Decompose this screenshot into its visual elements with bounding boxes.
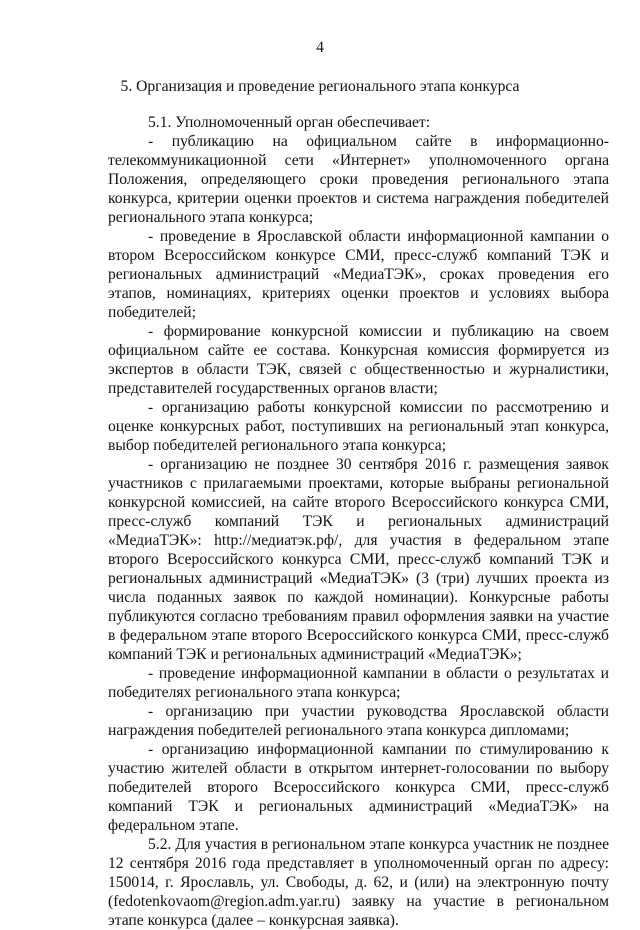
paragraph-5-2: 5.2. Для участия в региональном этапе конкурса участник не позднее 12 сентября 2016 года представляет в уполномоченный орган по адресу: 150014, г. Ярославль, ул. Свободы, д. 62, и (или) на электронную почту (fedotenkovaom@region.adm.yar.ru) заявку на участие в региональном этапе конкурса (далее – конкурсная заявка). xyxy=(108,836,609,929)
list-item-awarding: - организацию при участии руководства Ярославской области награждения победителей регионального этапа конкурса дипломами; xyxy=(108,703,609,739)
page-number: 4 xyxy=(316,39,324,56)
list-item-publication: - публикацию на официальном сайте в информационно-телекоммуникационной сети «Интернет» уполномоченного органа Положения, определяющего сроки проведения регионального этапа конкурса, критерии оценки проектов и система награждения победителей регионального этапа конкурса; xyxy=(108,133,609,226)
section-body xyxy=(108,113,609,930)
paragraph-5-1-intro: 5.1. Уполномоченный орган обеспечивает: xyxy=(148,114,431,131)
section-title: 5. Организация и проведение регионального этапа конкурса xyxy=(120,78,520,95)
list-item-results-campaign: - проведение информационной кампании в области о результатах и победителях регионального этапа конкурса; xyxy=(108,665,609,701)
list-item-info-campaign: - проведение в Ярославской области информационной кампании о втором Всероссийском конкурсе СМИ, пресс-служб компаний ТЭК и региональных администраций «МедиаТЭК», сроках проведения его этапов, номинациях, критериях оценки проектов и условиях выбора победителей; xyxy=(108,228,609,321)
list-item-voting-campaign: - организацию информационной кампании по стимулированию к участию жителей области в открытом интернет-голосовании по выбору победителей второго Всероссийского конкурса СМИ, пресс-служб компаний ТЭК и региональных администраций «МедиаТЭК» на федеральном этапе. xyxy=(108,741,609,834)
list-item-commission-formation: - формирование конкурсной комиссии и публикацию на своем официальном сайте ее состава. Конкурсная комиссия формируется из экспертов в области ТЭК, связей с общественностью и журналистики, представителей государственных органов власти; xyxy=(108,323,609,397)
list-item-application-placement: - организацию не позднее 30 сентября 2016 г. размещения заявок участников с прилагаемыми проектами, которые выбраны региональной конкурсной комиссией, на сайте второго Всероссийского конкурса СМИ, пресс-служб компаний ТЭК и региональных администраций «МедиаТЭК»: http://медиатэк.рф/, для участия в федеральном этапе второго Всероссийского конкурса СМИ, пресс-служб компаний ТЭК и региональных администраций «МедиаТЭК» (3 (три) лучших проекта из числа поданных заявок по каждой номинации). Конкурсные работы публикуются согласно требованиям правил оформления заявки на участие в федеральном этапе второго Всероссийского конкурса СМИ, пресс-служб компаний ТЭК и региональных администраций «МедиаТЭК»; xyxy=(108,456,609,663)
list-item-commission-work: - организацию работы конкурсной комиссии по рассмотрению и оценке конкурсных работ, поступивших на региональный этап конкурса, выбор победителей регионального этапа конкурса; xyxy=(108,399,609,454)
